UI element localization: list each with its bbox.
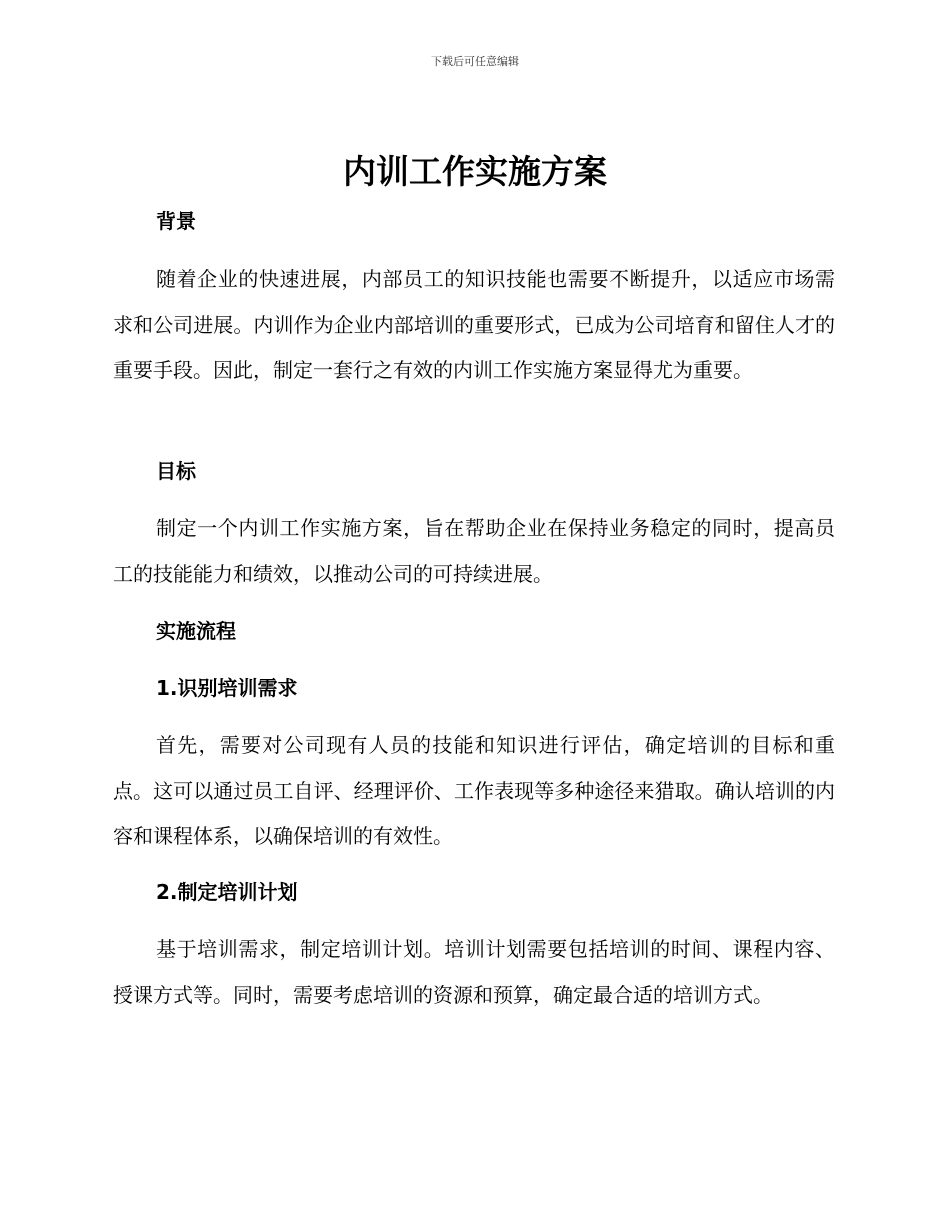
section-heading-background: 背景: [156, 209, 196, 233]
section-heading-step1: 1.识别培训需求: [156, 676, 298, 700]
document-title: 内训工作实施方案: [343, 152, 607, 191]
section-heading-step2: 2.制定培训计划: [156, 880, 298, 904]
section-heading-process: 实施流程: [156, 619, 236, 643]
section-heading-goal: 目标: [156, 459, 196, 483]
section-paragraph-background: 随着企业的快速进展，内部员工的知识技能也需要不断提升，以适应市场需求和公司进展。内训作为企业内部培训的重要形式，已成为公司培育和留住人才的重要手段。因此，制定一套行之有效的内训工作实施方案显得尤为重要。: [113, 267, 835, 382]
section-paragraph-step1: 首先，需要对公司现有人员的技能和知识进行评估，确定培训的目标和重点。这可以通过员工自评、经理评价、工作表现等多种途径来猎取。确认培训的内容和课程体系，以确保培训的有效性。: [113, 733, 835, 848]
header-note: 下载后可任意编辑: [431, 55, 519, 68]
section-paragraph-step2: 基于培训需求，制定培训计划。培训计划需要包括培训的时间、课程内容、授课方式等。同时，需要考虑培训的资源和预算，确定最合适的培训方式。: [113, 937, 835, 1007]
section-paragraph-goal: 制定一个内训工作实施方案，旨在帮助企业在保持业务稳定的同时，提高员工的技能能力和绩效，以推动公司的可持续进展。: [113, 516, 835, 586]
